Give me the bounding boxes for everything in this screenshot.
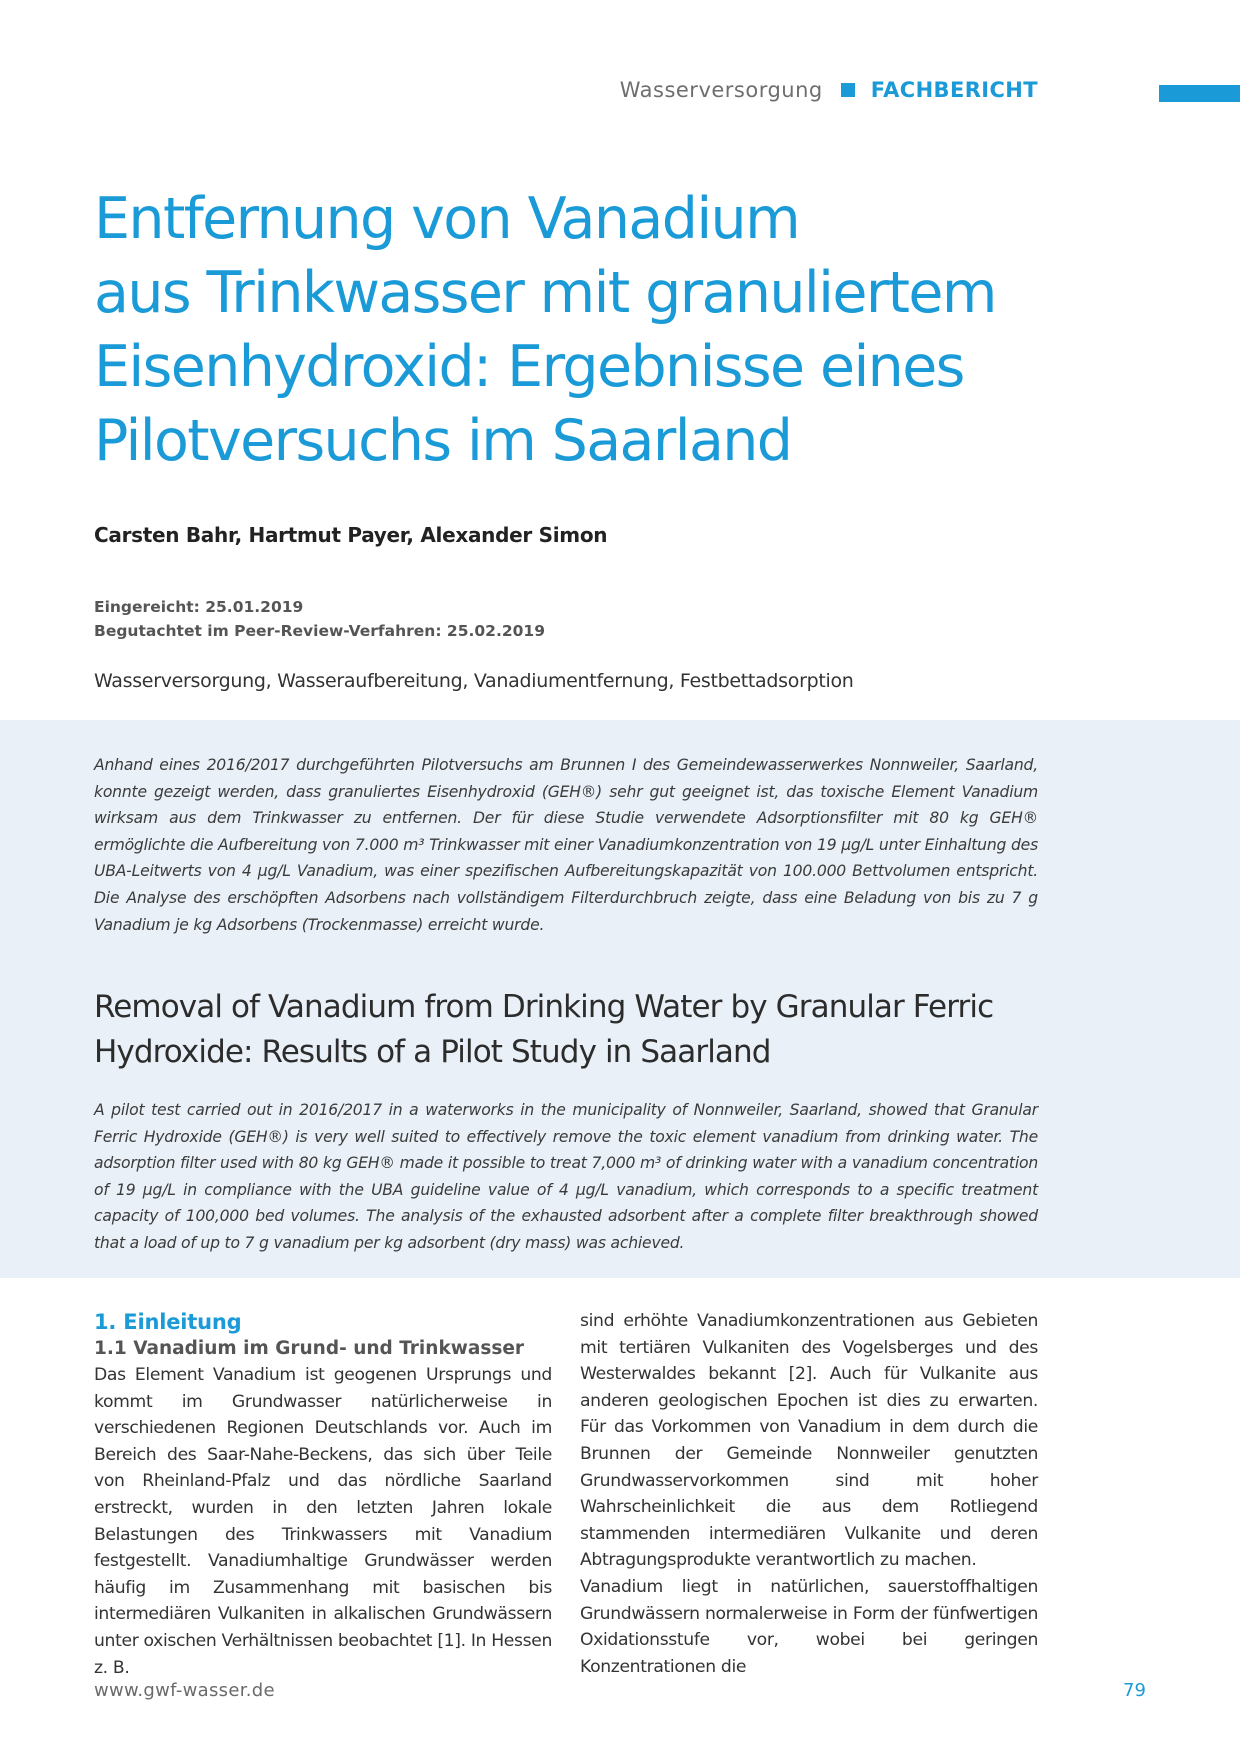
section-heading: 1. Einleitung <box>94 1310 242 1334</box>
review-dates <box>94 595 545 643</box>
authors: Carsten Bahr, Hartmut Payer, Alexander Simon <box>94 523 608 547</box>
body-column-right <box>580 1308 1038 1680</box>
footer-url: www.gwf-wasser.de <box>94 1680 275 1701</box>
page-number: 79 <box>1123 1680 1146 1701</box>
header-edge-tab <box>1159 85 1240 102</box>
english-title-line: Hydroxide: Results of a Pilot Study in Saarland <box>94 1034 771 1070</box>
body-paragraph: Das Element Vanadium ist geogenen Ursprungs und kommt im Grundwasser natürlicherweise in verschiedenen Regionen Deutschlands vor. Auch im Bereich des Saar-Nahe-Beckens, das sich über Teile von Rheinland-Pfalz und das nördliche Saarland erstreckt, wurden in den letzten Jahren lokale Belastungen des Trinkwassers mit Vanadium festgestellt. Vanadiumhaltige Grundwässer werden häufig im Zusammenhang mit basischen bis intermediären Vulkaniten in alkalischen Grundwässern unter oxischen Verhältnissen beobachtet [1]. In Hessen z. B. <box>94 1365 552 1678</box>
title-line: Pilotversuchs im Saarland <box>94 408 792 474</box>
header-section: Wasserversorgung <box>619 78 823 102</box>
header-category: FACHBERICHT <box>870 78 1038 102</box>
header-square-marker <box>841 83 855 97</box>
abstract-german: Anhand eines 2016/2017 durchgeführten Pilotversuchs am Brunnen I des Gemeindewasserwerkes Nonnweiler, Saarland, konnte gezeigt werden, dass granuliertes Eisenhydroxid (GEH®) sehr gut geeignet ist, das toxische Element Vanadium wirksam aus dem Trinkwasser zu entfernen. Der für diese Studie verwendete Adsorptionsfilter mit 80 kg GEH® ermöglichte die Aufbereitung von 7.000 m³ Trinkwasser mit einer Vanadiumkonzentration von 19 µg/L unter Einhaltung des UBA-Leitwerts von 4 µg/L Vanadium, was einer spezifischen Aufbereitungskapazität von 100.000 Bettvolumen entspricht. Die Analyse des erschöpften Adsorbens nach vollständigem Filterdurchbruch zeigte, dass eine Beladung von bis zu 7 g Vanadium je kg Adsorbens (Trockenmasse) erreicht wurde. <box>94 756 1038 934</box>
subsection-heading: 1.1 Vanadium im Grund- und Trinkwasser <box>94 1338 525 1359</box>
submitted-date: Eingereicht: 25.01.2019 <box>94 598 304 616</box>
running-header <box>620 78 1038 102</box>
english-title <box>94 985 1134 1075</box>
title-line: Entfernung von Vanadium <box>94 186 800 252</box>
title-line: aus Trinkwasser mit granuliertem <box>94 260 996 326</box>
reviewed-date: Begutachtet im Peer-Review-Verfahren: 25.02.2019 <box>94 622 545 640</box>
body-column-left <box>94 1308 552 1681</box>
title-line: Eisenhydroxid: Ergebnisse eines <box>94 334 964 400</box>
body-paragraph: sind erhöhte Vanadiumkonzentrationen aus Gebieten mit tertiären Vulkaniten des Vogelsberges und des Westerwaldes bekannt [2]. Auch für Vulkanite aus anderen geologischen Epochen ist dies zu erwarten. Für das Vorkommen von Vanadium in dem durch die Brunnen der Gemeinde Nonnweiler genutzten Grundwasservorkommen sind mit hoher Wahrscheinlichkeit die aus dem Rotliegend stammenden intermediären Vulkanite und deren Abtragungsprodukte verantwortlich zu machen. <box>580 1311 1038 1571</box>
keywords: Wasserversorgung, Wasseraufbereitung, Vanadiumentfernung, Festbettadsorption <box>94 670 854 692</box>
abstract-english: A pilot test carried out in 2016/2017 in a waterworks in the municipality of Nonnweiler, Saarland, showed that Granular Ferric Hydroxide (GEH®) is very well suited to effectively remove the toxic element vanadium from drinking water. The adsorption filter used with 80 kg GEH® made it possible to treat 7,000 m³ of drinking water with a vanadium concentration of 19 µg/L in compliance with the UBA guideline value of 4 µg/L vanadium, which corresponds to a specific treatment capacity of 100,000 bed volumes. The analysis of the exhausted adsorbent after a complete filter breakthrough showed that a load of up to 7 g vanadium per kg adsorbent (dry mass) was achieved. <box>94 1101 1038 1252</box>
english-title-line: Removal of Vanadium from Drinking Water by Granular Ferric <box>94 989 994 1025</box>
article-title <box>94 182 1114 478</box>
body-paragraph: Vanadium liegt in natürlichen, sauerstoffhaltigen Grundwässern normalerweise in Form der fünfwertigen Oxidationsstufe vor, wobei bei geringen Konzentrationen die <box>580 1576 1038 1677</box>
